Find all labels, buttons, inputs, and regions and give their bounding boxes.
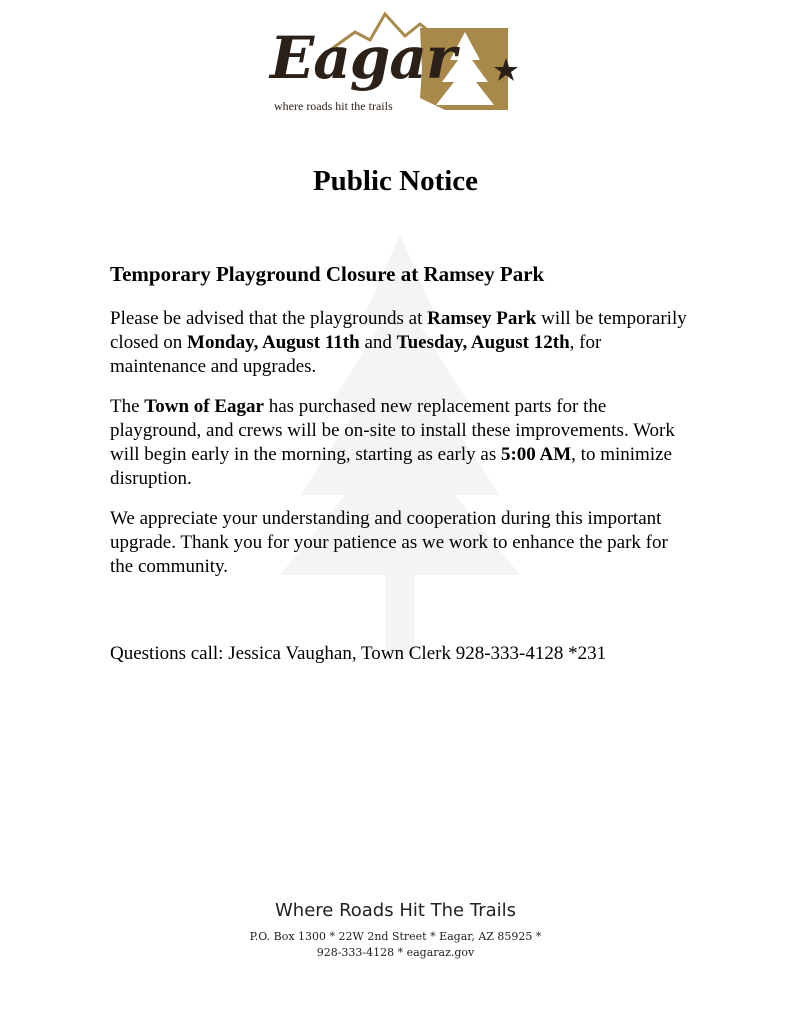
start-time: 5:00 AM <box>500 444 572 465</box>
paragraph-work <box>110 395 690 491</box>
date-1: Monday, August 11th <box>187 332 360 353</box>
footer-title: Where Roads Hit The Trails <box>274 900 517 921</box>
eagar-logo <box>270 10 520 128</box>
contact-line: Questions call: Jessica Vaughan, Town Clerk 928-333-4128 *231 <box>110 643 607 664</box>
text: The <box>110 396 145 417</box>
text: and <box>359 332 397 353</box>
text: will be temporarily closed on <box>110 308 687 353</box>
text: Please be advised that the playgrounds at <box>110 308 428 329</box>
logo-wordmark: Eagar <box>270 24 456 92</box>
logo-tagline: where roads hit the trails <box>274 99 393 113</box>
paragraph-closure <box>110 307 690 379</box>
paragraph-thanks: We appreciate your understanding and cooperation during this important upgrade. Thank you for your patience as we work to enhance the park for the community. <box>110 508 668 577</box>
text: has purchased new replacement parts for the playground, and crews will be on-site to install these improvements. Work will begin early in the morning, starting as early as <box>110 396 675 465</box>
town-name: Town of Eagar <box>144 396 264 417</box>
park-name: Ramsey Park <box>427 308 537 329</box>
notice-body <box>110 262 690 595</box>
footer-phone-web: 928-333-4128 * eagaraz.gov <box>316 946 475 959</box>
footer-address: P.O. Box 1300 * 22W 2nd Street * Eagar, AZ 85925 * <box>249 930 542 943</box>
date-2: Tuesday, August 12th <box>396 332 570 353</box>
notice-subheading: Temporary Playground Closure at Ramsey Park <box>110 262 545 286</box>
text: , to minimize disruption. <box>110 444 672 489</box>
page-title: Public Notice <box>312 165 479 197</box>
footer <box>0 900 791 961</box>
text: , for maintenance and upgrades. <box>110 332 602 377</box>
